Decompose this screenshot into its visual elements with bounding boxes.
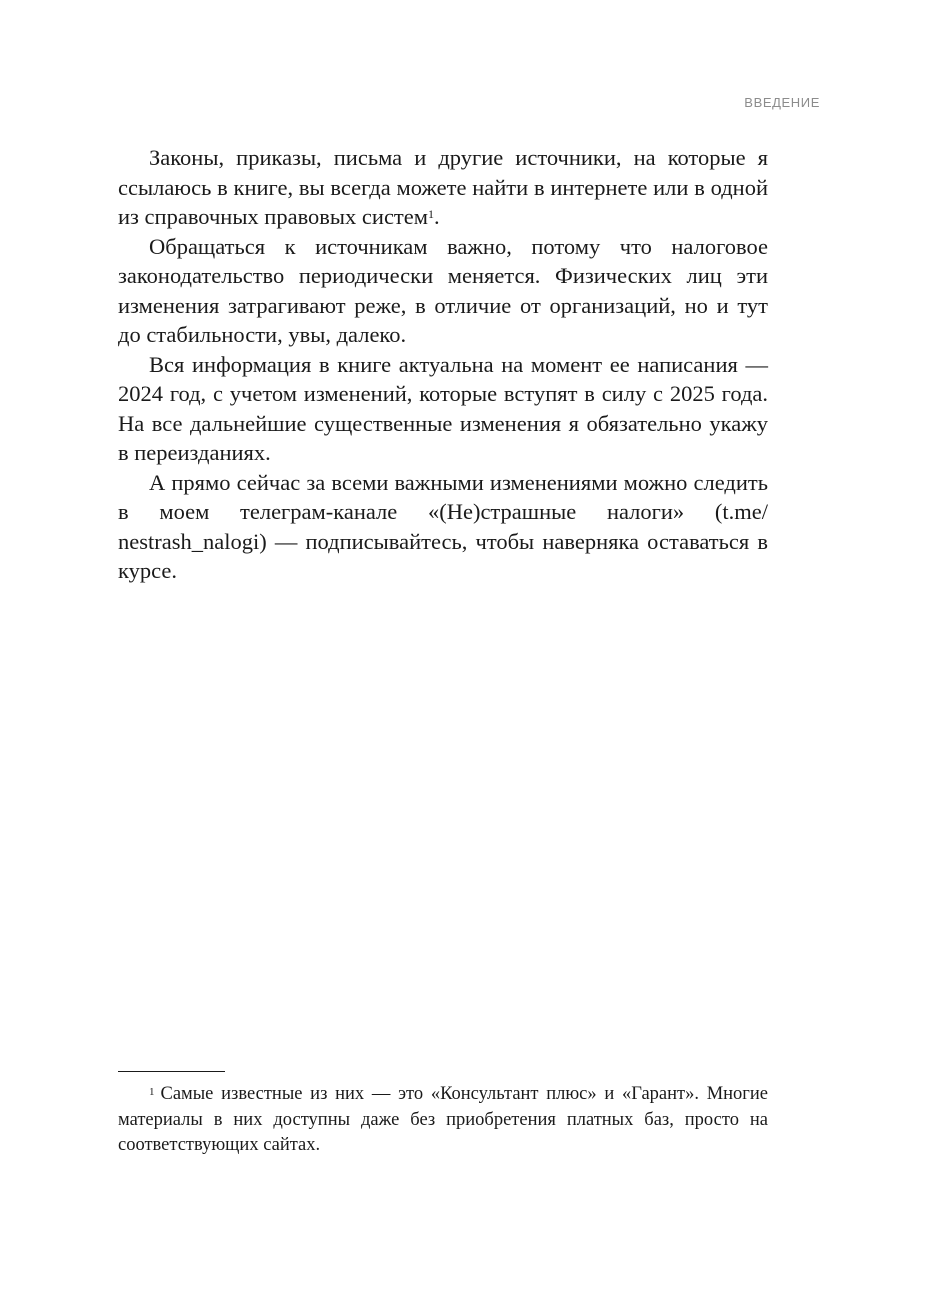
paragraph-relevance: Вся информация в книге актуальна на момент ее написания — 2024 год, с учетом изменений, которые вступят в силу с 2025 года. На все дальнейшие существенные изменения я обязательно укажу в переизданиях. — [118, 351, 768, 465]
main-text — [118, 143, 768, 586]
paragraph-text: Законы, приказы, письма и другие источники, на которые я ссылаюсь в книге, вы всегда можете найти в интернете или в одной из справочных правовых систем — [118, 145, 768, 229]
paragraph-telegram: А прямо сейчас за всеми важными изменениями можно следить в моем телеграм-канале «(Не)страшные налоги» (t.me/ nestrash_nalogi) — подписывайтесь, чтобы наверняка оставаться в курсе. — [118, 469, 768, 583]
footnote-reference[interactable]: 1 — [428, 207, 434, 221]
footnote — [118, 1082, 768, 1159]
running-header: ВВЕДЕНИЕ — [744, 95, 820, 110]
paragraph-tail: . — [434, 204, 440, 229]
paragraph-legislation: Обращаться к источникам важно, потому что налоговое законодательство периодически меняется. Физических лиц эти изменения затрагивают реже, в отличие от организаций, но и тут до стабильности, увы, далеко. — [118, 233, 768, 347]
paragraph-sources — [118, 143, 768, 232]
footnote-marker: 1 — [149, 1086, 155, 1098]
footnote-divider — [118, 1071, 225, 1072]
footnote-text: Самые известные из них — это «Консультант плюс» и «Гарант». Многие материалы в них доступны даже без приобретения платных баз, просто на соответствующих сайтах. — [118, 1084, 768, 1155]
